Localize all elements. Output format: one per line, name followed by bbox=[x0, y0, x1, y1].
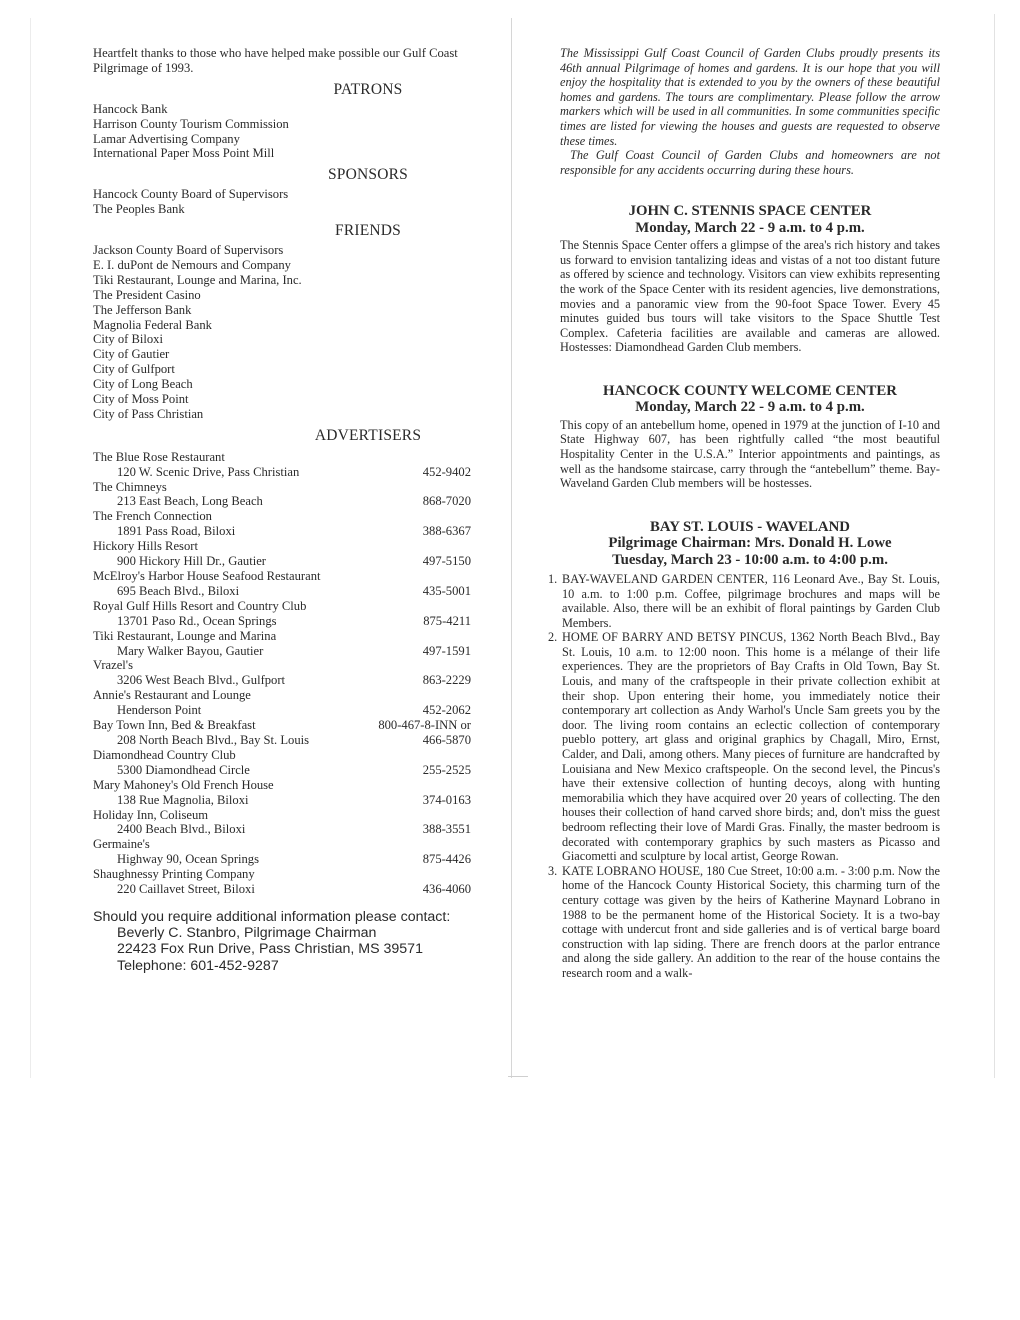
list-item bbox=[548, 863, 940, 981]
list-item: City of Long Beach bbox=[93, 377, 193, 392]
advertiser-phone: 435-5001 bbox=[422, 583, 471, 598]
stennis-section bbox=[560, 203, 940, 355]
list-item: Hancock County Board of Supervisors bbox=[93, 187, 289, 202]
advertiser-name: The French Connection bbox=[93, 509, 212, 524]
list-item: City of Gautier bbox=[93, 347, 170, 362]
list-item: The President Casino bbox=[93, 287, 201, 302]
advertiser-phone: 875-4211 bbox=[423, 613, 471, 628]
advertiser-address: Mary Walker Bayou, Gautier bbox=[117, 643, 264, 658]
advertiser-name: The Chimneys bbox=[93, 479, 167, 494]
home-list bbox=[548, 571, 940, 981]
advertiser-name: Royal Gulf Hills Resort and Country Club bbox=[93, 598, 307, 613]
advertiser-phone: 868-7020 bbox=[422, 494, 471, 509]
hancock-section bbox=[560, 383, 940, 491]
advertiser-name: Bay Town Inn, Bed & Breakfast bbox=[93, 718, 256, 733]
advertiser-address: 120 W. Scenic Drive, Pass Christian bbox=[117, 464, 300, 479]
advertiser-phone: 452-2062 bbox=[422, 703, 471, 718]
friends-list bbox=[93, 243, 493, 422]
advertiser-phone: 452-9402 bbox=[422, 464, 471, 479]
advertiser-phone: 800-467-8-INN or bbox=[378, 718, 471, 733]
sponsors-heading: SPONSORS bbox=[327, 166, 408, 184]
advertiser-entry bbox=[93, 450, 493, 480]
list-item: Tiki Restaurant, Lounge and Marina, Inc. bbox=[93, 272, 302, 287]
left-page bbox=[93, 46, 493, 974]
advertiser-address: 213 East Beach, Long Beach bbox=[117, 494, 263, 509]
advertiser-entry bbox=[93, 867, 493, 897]
section-title: HANCOCK COUNTY WELCOME CENTER bbox=[603, 382, 897, 399]
section-date: Monday, March 22 - 9 a.m. to 4 p.m. bbox=[635, 219, 865, 236]
list-item: Lamar Advertising Company bbox=[93, 131, 240, 146]
advertiser-entry bbox=[93, 808, 493, 838]
advertiser-name: The Blue Rose Restaurant bbox=[93, 449, 225, 464]
advertiser-entry bbox=[93, 688, 493, 718]
advertisers-heading: ADVERTISERS bbox=[314, 426, 422, 444]
advertiser-entry bbox=[93, 509, 493, 539]
advertiser-name: Mary Mahoney's Old French House bbox=[93, 777, 274, 792]
advertisers-list bbox=[93, 450, 493, 897]
list-item bbox=[548, 630, 940, 864]
list-item: Hancock Bank bbox=[93, 101, 168, 116]
advertiser-name: Holiday Inn, Coliseum bbox=[93, 807, 209, 822]
advertiser-name: Shaughnessy Printing Company bbox=[93, 867, 255, 882]
patrons-heading: PATRONS bbox=[333, 80, 403, 98]
advertiser-phone: 497-1591 bbox=[422, 643, 471, 658]
friends-heading: FRIENDS bbox=[335, 222, 401, 240]
advertiser-name: Hickory Hills Resort bbox=[93, 539, 198, 554]
item-text: BAY-WAVELAND GARDEN CENTER, 116 Leonard Ave., Bay St. Louis, 10 a.m. to 1:00 p.m. Coffee, pilgrimage brochures and maps will be available. Also, there will be an exhibit of floral paintings by Garden Club Members. bbox=[562, 571, 940, 630]
advertiser-address: 208 North Beach Blvd., Bay St. Louis bbox=[117, 732, 310, 747]
advertiser-phone: 466-5870 bbox=[422, 732, 471, 747]
section-chairman: Pilgrimage Chairman: Mrs. Donald H. Lowe bbox=[608, 535, 892, 552]
advertiser-name: McElroy's Harbor House Seafood Restaurant bbox=[93, 569, 321, 583]
advertiser-address: 220 Caillavet Street, Biloxi bbox=[117, 882, 255, 897]
advertiser-address: Highway 90, Ocean Springs bbox=[117, 852, 260, 867]
list-item: City of Biloxi bbox=[93, 332, 163, 347]
advertiser-address: Henderson Point bbox=[117, 703, 202, 718]
thanks-intro: Heartfelt thanks to those who have helped make possible our Gulf Coast Pilgrimage of 1993. bbox=[93, 46, 458, 75]
list-item: City of Pass Christian bbox=[93, 406, 204, 421]
page-edge-left bbox=[30, 18, 31, 1078]
section-date: Monday, March 22 - 9 a.m. to 4 p.m. bbox=[635, 399, 865, 416]
section-date: Tuesday, March 23 - 10:00 a.m. to 4:00 p.m. bbox=[612, 551, 888, 568]
contact-address: 22423 Fox Run Drive, Pass Christian, MS 39571 bbox=[117, 941, 423, 958]
item-number: 3. bbox=[548, 863, 558, 878]
advertiser-name: Annie's Restaurant and Lounge bbox=[93, 688, 251, 703]
advertiser-address: 138 Rue Magnolia, Biloxi bbox=[117, 792, 249, 807]
advertiser-entry bbox=[93, 778, 493, 808]
advertiser-address: 1891 Pass Road, Biloxi bbox=[117, 524, 236, 539]
item-text: HOME OF BARRY AND BETSY PINCUS, 1362 North Beach Blvd., Bay St. Louis, 10 a.m. to 12:00 noon. This home is a mélange of their life experiences. They are the proprietors of Bay Crafts in Old Town, Bay St. Louis, and many of the craftspeople in their private collection exhibit at their shop. Upon entering their home, you immediately notice their contemporary art collection as Andy Warhol's Uncle Sam greets you by the door. The living room contains an eclectic collection of contemporary pueblo pottery, art glass and original graphics by Chagall, Miro, Ernst, Calder, and Dali, among others. Many pieces of furniture are handcrafted by Louisiana and New Mexico craftspeople. On the second level, the Pincus's have their extensive collection of hunting decoys, along with hunting memorabilia which they have acquired over 20 years of collecting. The den houses their collection of hand carved shore birds; and, don't miss the guest bedroom reflecting their love of Mardi Gras. Finally, the master bedroom is decorated with contemporary graphics by such masters as Picasso and Giacometti and sculpture by local artist, George Rowan. bbox=[562, 630, 940, 864]
advertiser-address: 13701 Paso Rd., Ocean Springs bbox=[117, 613, 277, 628]
item-number: 1. bbox=[548, 571, 558, 586]
advertiser-phone: 497-5150 bbox=[422, 554, 471, 569]
item-number: 2. bbox=[548, 630, 558, 645]
advertiser-name: Diamondhead Country Club bbox=[93, 747, 236, 762]
advertiser-entry bbox=[93, 748, 493, 778]
contact-block bbox=[93, 909, 493, 974]
item-text: KATE LOBRANO HOUSE, 180 Cue Street, 10:00 a.m. - 3:00 p.m. Now the home of the Hancock County Historical Society, this charming turn of the century cottage was given by the heirs of Katherine Maynard Lobrano in 1988 to be the permanent home of the Historical Society. It is a two-bay cottage with undercut front and side galleries and is of vertical barge board construction with lap siding. There are french doors at the parlor entrance and along the side gallery. An addition to the rear of the house contains the research room and a walk- bbox=[562, 863, 940, 980]
advertiser-address: 5300 Diamondhead Circle bbox=[117, 762, 250, 777]
advertiser-name: Vrazel's bbox=[93, 658, 133, 673]
fold-bottom-mark bbox=[508, 1076, 528, 1077]
advertiser-name: Tiki Restaurant, Lounge and Marina bbox=[93, 628, 277, 643]
list-item: Harrison County Tourism Commission bbox=[93, 116, 289, 131]
advertiser-entry bbox=[93, 629, 493, 659]
list-item: City of Moss Point bbox=[93, 392, 189, 407]
list-item: Magnolia Federal Bank bbox=[93, 317, 212, 332]
advertiser-entry bbox=[93, 599, 493, 629]
list-item: E. I. duPont de Nemours and Company bbox=[93, 257, 291, 272]
section-title: JOHN C. STENNIS SPACE CENTER bbox=[628, 203, 872, 220]
list-item bbox=[548, 571, 940, 630]
advertiser-phone: 374-0163 bbox=[422, 792, 471, 807]
advertiser-entry bbox=[93, 569, 493, 599]
advertiser-phone: 255-2525 bbox=[422, 762, 471, 777]
advertiser-phone: 388-6367 bbox=[422, 524, 471, 539]
advertiser-phone: 875-4426 bbox=[422, 852, 471, 867]
advertiser-name: Germaine's bbox=[93, 837, 150, 852]
advertiser-phone: 863-2229 bbox=[422, 673, 471, 688]
section-title: BAY ST. LOUIS - WAVELAND bbox=[650, 518, 850, 535]
advertiser-phone: 436-4060 bbox=[422, 882, 471, 897]
advertiser-entry bbox=[93, 718, 493, 748]
section-body: This copy of an antebellum home, opened in 1979 at the junction of I-10 and State Highway 607, has been rightfully called “the most beautiful Hospitality Center in the U.S.A.” Interior appointments and paintings, as well as the handsome staircase, carry through the “antebellum” theme. Bay-Waveland Garden Club members will be hostesses. bbox=[560, 417, 940, 491]
page-fold-line bbox=[511, 18, 512, 1078]
advertiser-entry bbox=[93, 837, 493, 867]
advertiser-entry bbox=[93, 480, 493, 510]
advertiser-address: 3206 West Beach Blvd., Gulfport bbox=[117, 673, 286, 688]
list-item: The Peoples Bank bbox=[93, 202, 185, 217]
bay-st-louis-section bbox=[548, 518, 940, 981]
advertiser-entry bbox=[93, 539, 493, 569]
section-body: The Stennis Space Center offers a glimpse of the area's rich history and takes us forward to envision tantalizing ideas and vistas of a not too distant future as offered by science and technology. Visitors can view exhibits representing the work of the Space Center with its resident agencies, live demonstrations, movies and a panoramic view from the 90-foot Space Tower. Every 45 minutes guided bus tours will take visitors to the Space Shuttle Test Complex. Cafeteria facilities are available and cameras are allowed. Hostesses: Diamondhead Garden Club members. bbox=[560, 238, 940, 355]
contact-telephone: Telephone: 601-452-9287 bbox=[117, 957, 279, 974]
list-item: Jackson County Board of Supervisors bbox=[93, 242, 284, 257]
list-item: City of Gulfport bbox=[93, 362, 175, 377]
contact-prompt: Should you require additional information please contact: bbox=[93, 908, 451, 925]
contact-name: Beverly C. Stanbro, Pilgrimage Chairman bbox=[117, 925, 377, 942]
pilgrimage-disclaimer: The Gulf Coast Council of Garden Clubs and homeowners are not responsible for any accidents occurring during these hours. bbox=[560, 148, 940, 177]
list-item: International Paper Moss Point Mill bbox=[93, 146, 275, 161]
pilgrimage-intro: The Mississippi Gulf Coast Council of Garden Clubs proudly presents its 46th annual Pilgrimage of homes and gardens. It is our hope that you will enjoy the hospitality that is extended to you by the owners of these beautiful homes and gardens. The tours are complimentary. Please follow the arrow markers which will be used in all communities. In some communities specific times are listed for viewing the houses and guests are requested to observe these times. bbox=[560, 46, 940, 148]
sponsors-list bbox=[93, 187, 493, 217]
patrons-list bbox=[93, 102, 493, 162]
advertiser-entry bbox=[93, 658, 493, 688]
advertiser-phone: 388-3551 bbox=[422, 822, 471, 837]
advertiser-address: 2400 Beach Blvd., Biloxi bbox=[117, 822, 246, 837]
advertiser-address: 900 Hickory Hill Dr., Gautier bbox=[117, 554, 266, 569]
page-edge-right bbox=[994, 14, 995, 1078]
advertiser-address: 695 Beach Blvd., Biloxi bbox=[117, 583, 240, 598]
list-item: The Jefferson Bank bbox=[93, 302, 192, 317]
right-page bbox=[548, 46, 940, 981]
